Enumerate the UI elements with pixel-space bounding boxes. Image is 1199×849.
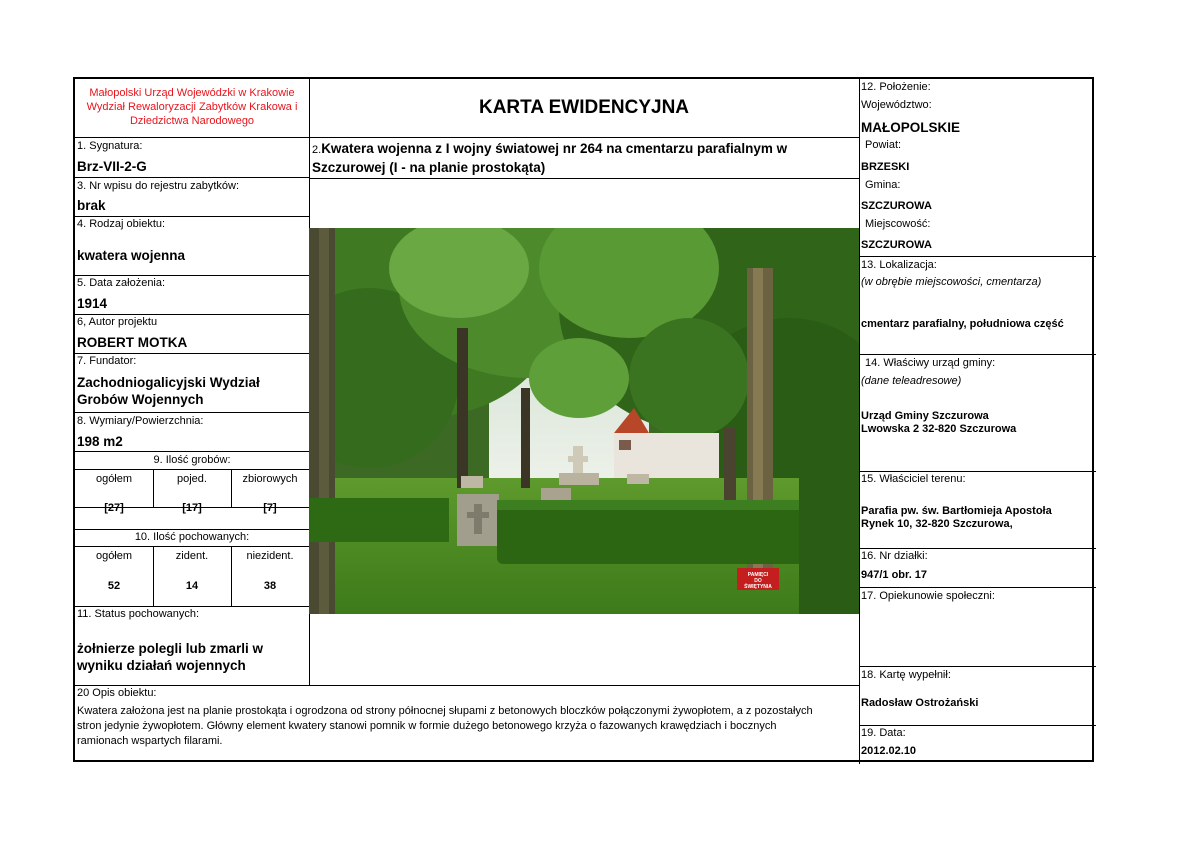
register-label: 3. Nr wpisu do rejestru zabytków: — [77, 180, 240, 192]
location-label: 12. Położenie: — [861, 81, 931, 93]
locality-label: Miejscowość: — [865, 218, 931, 230]
graves-value-collective: [7] — [263, 502, 277, 514]
plot-value: 947/1 obr. 17 — [861, 569, 928, 581]
description-line: Kwatera założona jest na planie prostokąta i ogrodzona od strony północnej słupami z betonowych bloczków połączonymi żywopłotem, a z pozostałych — [77, 705, 813, 717]
founder-label: 7. Fundator: — [77, 355, 137, 367]
status-value — [77, 640, 263, 674]
founder-line: Grobów Wojennych — [77, 392, 204, 407]
buried-value-unidentified: 38 — [263, 580, 277, 592]
county-value: BRZESKI — [861, 161, 910, 173]
founder-line: Zachodniogalicyjski Wydział — [77, 375, 260, 390]
graves-value-single: [17] — [182, 502, 202, 514]
object-name-line: Kwatera wojenna z I wojny światowej nr 264 na cmentarzu parafialnym w — [321, 141, 788, 156]
signature-label: 1. Sygnatura: — [77, 140, 143, 152]
localization-value: cmentarz parafialny, południowa część — [861, 318, 1064, 330]
type-value: kwatera wojenna — [77, 248, 186, 263]
buried-value-total: 52 — [107, 580, 121, 592]
photo-illustration — [309, 228, 859, 614]
photo-sign-line: ŚWIĘTYNIA — [744, 584, 772, 590]
guardians-label: 17. Opiekunowie społeczni: — [861, 590, 995, 602]
office-label: 14. Właściwy urząd gminy: — [865, 357, 996, 369]
owner-line: Parafia pw. św. Bartłomieja Apostoła — [861, 505, 1052, 517]
buried-value-identified: 14 — [185, 580, 199, 592]
filled-by-value: Radosław Ostrożański — [861, 697, 979, 709]
register-value: brak — [77, 198, 106, 213]
dimensions-value: 198 m2 — [77, 434, 123, 449]
object-name-number: 2. — [312, 144, 322, 156]
card-title: KARTA EWIDENCYJNA — [478, 97, 690, 118]
filled-by-label: 18. Kartę wypełnił: — [861, 669, 951, 681]
commune-value: SZCZUROWA — [861, 200, 932, 212]
description-text — [77, 704, 857, 749]
cemetery-photo — [309, 228, 859, 614]
institution-line: Wydział Rewaloryzacji Zabytków Krakowa i — [86, 101, 298, 113]
signature-value: Brz-VII-2-G — [77, 159, 147, 174]
dimensions-label: 8. Wymiary/Powierzchnia: — [77, 415, 204, 427]
localization-hint: (w obrębie miejscowości, cmentarza) — [861, 276, 1042, 288]
buried-header-total: ogółem — [95, 550, 133, 562]
photo-sign-line: DO — [754, 578, 762, 584]
locality-value: SZCZUROWA — [861, 239, 932, 251]
office-line: Urząd Gminy Szczurowa — [861, 410, 989, 422]
author-value: ROBERT MOTKA — [77, 335, 188, 350]
voivodeship-label: Województwo: — [861, 99, 932, 111]
buried-header-identified: zident. — [175, 550, 209, 562]
institution-line: Dziedzictwa Narodowego — [129, 115, 255, 127]
voivodeship-value: MAŁOPOLSKIE — [861, 120, 961, 135]
founding-value: 1914 — [77, 296, 108, 311]
description-line: ramionach wspartych filarami. — [77, 735, 223, 747]
owner-label: 15. Właściciel terenu: — [861, 473, 966, 485]
date-label: 19. Data: — [861, 727, 906, 739]
author-label: 6, Autor projektu — [77, 316, 158, 328]
owner-value — [861, 505, 1052, 531]
office-value — [861, 410, 1016, 436]
graves-value-total: [27] — [104, 502, 124, 514]
object-name — [312, 140, 857, 176]
graves-label: 9. Ilość grobów: — [153, 454, 231, 466]
office-hint: (dane teleadresowe) — [861, 375, 962, 387]
institution-line: Małopolski Urząd Wojewódzki w Krakowie — [89, 87, 295, 99]
description-line: stron jedynie żywopłotem. Główny element kwatery stanowi pomnik w formie dużego betonowego krzyża o fazowanych krawędziach i bocznych — [77, 720, 777, 732]
description-label: 20 Opis obiektu: — [77, 687, 157, 699]
graves-header-total: ogółem — [95, 473, 133, 485]
date-value: 2012.02.10 — [861, 745, 917, 757]
status-line: wyniku działań wojennych — [77, 658, 246, 673]
buried-label: 10. Ilość pochowanych: — [134, 531, 250, 543]
owner-line: Rynek 10, 32-820 Szczurowa, — [861, 518, 1013, 530]
office-line: Lwowska 2 32-820 Szczurowa — [861, 423, 1017, 435]
county-label: Powiat: — [865, 139, 902, 151]
record-card — [73, 77, 1094, 762]
founding-label: 5. Data założenia: — [77, 277, 166, 289]
graves-header-single: pojed. — [177, 473, 207, 485]
photo-sign-line: PAMIĘCI — [747, 572, 769, 578]
plot-label: 16. Nr działki: — [861, 550, 928, 562]
buried-header-unidentified: niezident. — [246, 550, 294, 562]
commune-label: Gmina: — [865, 179, 901, 191]
localization-label: 13. Lokalizacja: — [861, 259, 937, 271]
status-label: 11. Status pochowanych: — [77, 608, 200, 620]
founder-value — [77, 374, 260, 408]
type-label: 4. Rodzaj obiektu: — [77, 218, 166, 230]
object-name-line: Szczurowej (I - na planie prostokąta) — [312, 160, 546, 175]
status-line: żołnierze polegli lub zmarli w — [77, 641, 264, 656]
institution-name — [75, 86, 309, 128]
graves-header-collective: zbiorowych — [242, 473, 298, 485]
